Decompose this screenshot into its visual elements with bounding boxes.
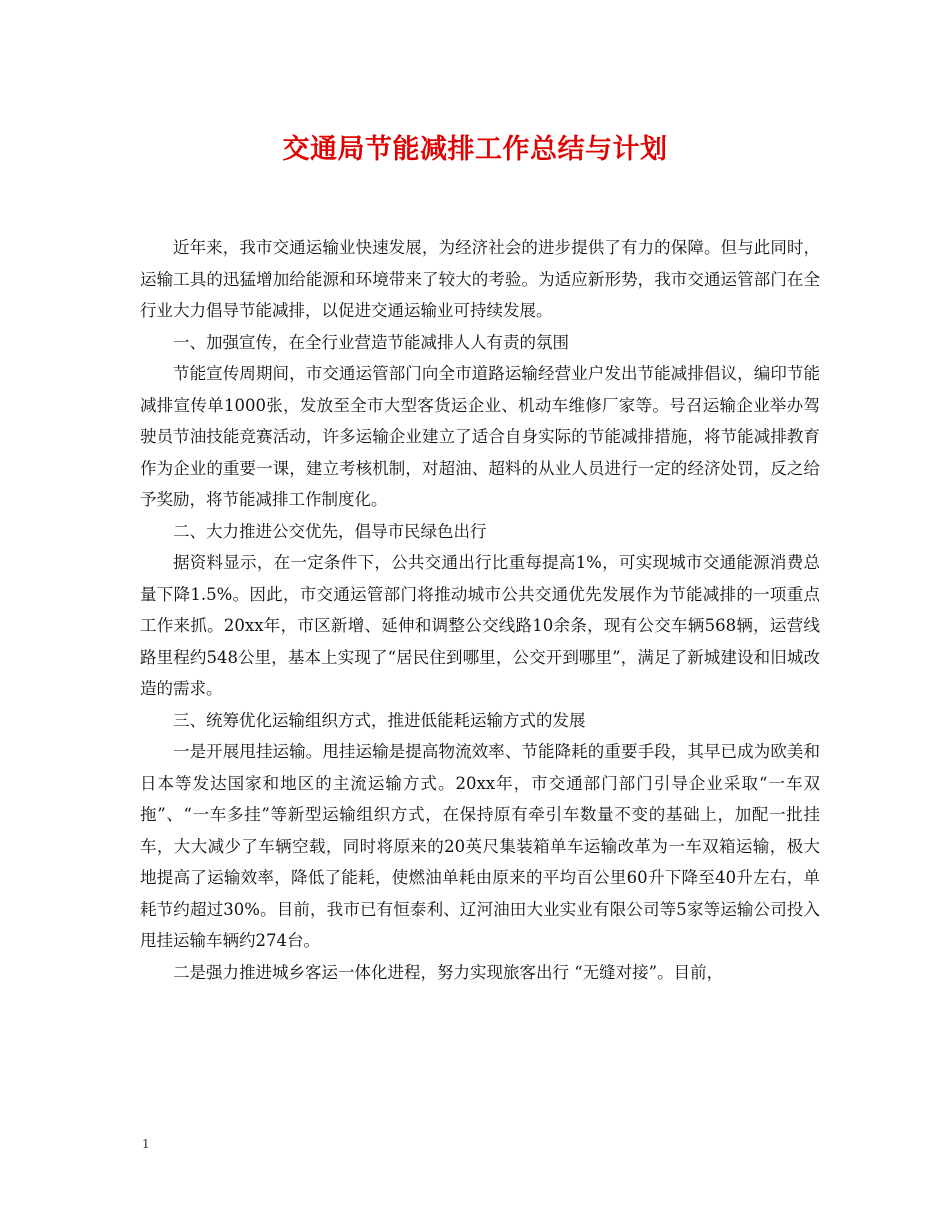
document-body: [140, 232, 820, 988]
paragraph-public-transit: 据资料显示，在一定条件下，公共交通出行比重每提高1%，可实现城市交通能源消费总量下降1.5%。因此，市交通运管部门将推动城市公共交通优先发展作为节能减排的一项重点工作来抓。20xx年，市区新增、延伸和调整公交线路10余条，现有公交车辆568辆，运营线路里程约548公里，基本上实现了“居民住到哪里，公交开到哪里”，满足了新城建设和旧城改造的需求。: [140, 553, 820, 698]
section-heading-2: 二、大力推进公交优先，倡导市民绿色出行: [173, 521, 487, 541]
paragraph-intro: 近年来，我市交通运输业快速发展，为经济社会的进步提供了有力的保障。但与此同时，运输工具的迅猛增加给能源和环境带来了较大的考验。为适应新形势，我市交通运管部门在全行业大力倡导节能减排，以促进交通运输业可持续发展。: [140, 238, 820, 320]
paragraph-publicity: 节能宣传周期间，市交通运管部门向全市道路运输经营业户发出节能减排倡议，编印节能减排宣传单1000张，发放至全市大型客货运企业、机动车维修厂家等。号召运输企业举办驾驶员节油技能竞赛活动，许多运输企业建立了适合自身实际的节能减排措施，将节能减排教育作为企业的重要一课，建立考核机制，对超油、超料的从业人员进行一定的经济处罚，反之给予奖励，将节能减排工作制度化。: [140, 364, 820, 509]
paragraph-urban-rural: 二是强力推进城乡客运一体化进程，努力实现旅客出行 “无缝对接”。目前，: [173, 962, 724, 982]
section-heading-1: 一、加强宣传，在全行业营造节能减排人人有责的氛围: [173, 332, 569, 352]
section-heading-3: 三、统筹优化运输组织方式，推进低能耗运输方式的发展: [173, 710, 586, 730]
paragraph-drop-trailer: 一是开展甩挂运输。甩挂运输是提高物流效率、节能降耗的重要手段，其早已成为欧美和日本等发达国家和地区的主流运输方式。20xx年，市交通部门部门引导企业采取“一车双拖”、“一车多挂”等新型运输组织方式，在保持原有牵引车数量不变的基础上，加配一批挂车，大大减少了车辆空载，同时将原来的20英尺集装箱单车运输改革为一车双箱运输，极大地提高了运输效率，降低了能耗，使燃油单耗由原来的平均百公里60升下降至40升左右，单耗节约超过30%。目前，我市已有恒泰利、辽河油田大业实业有限公司等5家等运输公司投入甩挂运输车辆约274台。: [140, 742, 820, 950]
page-number: 1: [142, 1137, 150, 1151]
document-title: 交通局节能减排工作总结与计划: [282, 134, 668, 165]
